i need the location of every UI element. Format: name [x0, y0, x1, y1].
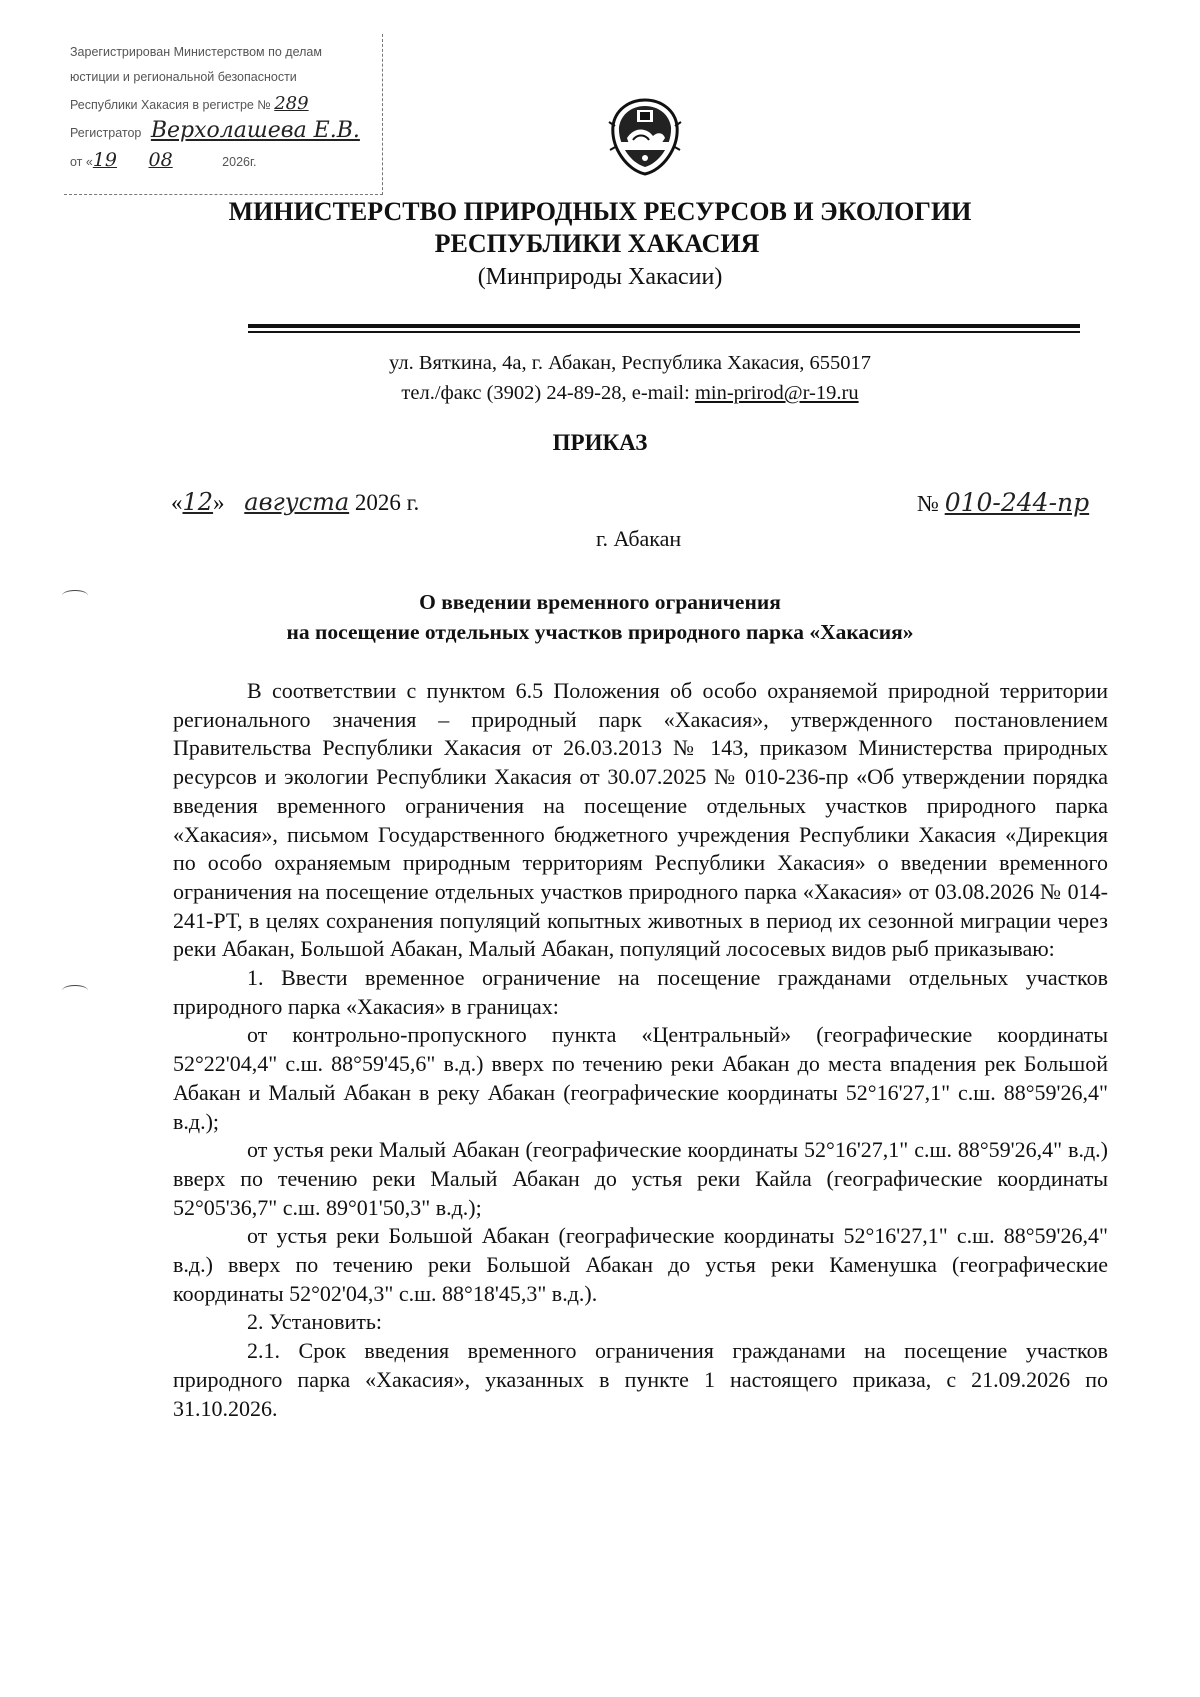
- order-year: 2026 г.: [354, 490, 420, 515]
- boundary-segment-2: от устья реки Малый Абакан (географические координаты 52°16'27,1" с.ш. 88°59'26,4" в.д.) вверх по течению реки Малый Абакан до устья реки Кайла (географические координаты 52°05'36,7" с.ш. 89°01'50,3" в.д.);: [173, 1137, 1108, 1220]
- ministry-contacts: [0, 378, 1200, 408]
- phone-fax: тел./факс (3902) 24-89-28, e-mail:: [401, 382, 695, 404]
- stamp-year-suffix: г.: [249, 155, 257, 169]
- stamp-line-1: Зарегистрирован Министерством по делам: [70, 45, 322, 59]
- ministry-name-line-2: РЕСПУБЛИКИ ХАКАСИЯ: [434, 229, 760, 258]
- ministry-short-name: (Минприроды Хакасии): [477, 264, 723, 290]
- margin-mark: [62, 985, 88, 996]
- order-number-value: 010-244-пр: [944, 488, 1090, 517]
- preamble-paragraph: В соответствии с пунктом 6.5 Положения об особо охраняемой природной территории регионального значения – природный парк «Хакасия», утвержденного постановлением Правительства Республики Хакасия от 26.03.2013 № 143, приказом Министерства природных ресурсов и экологии Республики Хакасия от 30.07.2025 № 010-236-пр «Об утверждении порядка введения временного ограничения на посещение отдельных участков природного парка «Хакасия», письмом Государственного бюджетного учреждения Республики Хакасия «Дирекция по особо охраняемым природным территориям Республики Хакасия» о введении временного ограничения на посещение отдельных участков природного парка «Хакасия» от 03.08.2026 № 014-241-РТ, в целях сохранения популяций копытных животных в период их сезонной миграции через реки Абакан, Большой Абакан, Малый Абакан, популяций лососевых видов рыб приказываю:: [173, 678, 1108, 962]
- email-link[interactable]: min-prirod@r-19.ru: [694, 382, 859, 404]
- item-2-paragraph: 2. Установить:: [247, 1309, 383, 1335]
- date-quote-close: »: [213, 490, 225, 515]
- stamp-registrar-signature: Верхолашева Е.В.: [150, 118, 360, 143]
- stamp-line-3: [70, 91, 309, 118]
- header-divider-thin: [248, 331, 1080, 333]
- coat-of-arms-emblem: [607, 96, 683, 178]
- order-subject-line-1: О введении временного ограничения: [419, 590, 781, 614]
- header-divider-thick: [248, 324, 1080, 328]
- order-number: [917, 488, 1089, 517]
- order-body: [173, 677, 1108, 1423]
- ministry-address: ул. Вяткина, 4а, г. Абакан, Республика Хакасия, 655017: [388, 352, 872, 374]
- boundary-segment-3: от устья реки Большой Абакан (географические координаты 52°16'27,1" с.ш. 88°59'26,4" в.д.) вверх по течению реки Большой Абакан до устья реки Каменушка (географические координаты 52°02'04,3" с.ш. 88°18'45,3" в.д.).: [173, 1223, 1108, 1306]
- ministry-name-line-1: МИНИСТЕРСТВО ПРИРОДНЫХ РЕСУРСОВ И ЭКОЛОГИИ: [228, 197, 972, 226]
- order-date: [171, 488, 419, 516]
- stamp-day: 19: [92, 149, 118, 171]
- stamp-year: 2026: [222, 155, 250, 169]
- stamp-registrar-prefix: Регистратор: [70, 126, 142, 140]
- boundary-segment-1: от контрольно-пропускного пункта «Центральный» (географические координаты 52°22'04,4" с.ш. 88°59'45,6" в.д.) вверх по течению реки Абакан до места впадения рек Большой Абакан и Малый Абакан в реку Абакан (географические координаты 52°16'27,1" с.ш. 88°59'26,4" в.д.);: [173, 1022, 1108, 1134]
- stamp-register-number: 289: [274, 93, 309, 114]
- registration-stamp: [64, 34, 383, 195]
- order-title: ПРИКАЗ: [552, 430, 648, 455]
- stamp-month: 08: [148, 149, 173, 171]
- order-day: 12: [182, 488, 214, 516]
- order-number-label: №: [917, 491, 939, 516]
- order-city: г. Абакан: [596, 526, 682, 551]
- item-2-1-paragraph: 2.1. Срок введения временного ограничения гражданами на посещение участков природного парка «Хакасия», указанных в пункте 1 настоящего приказа, с 21.09.2026 по 31.10.2026.: [173, 1338, 1108, 1421]
- stamp-date: [70, 148, 257, 175]
- stamp-register-prefix: Республики Хакасия в регистре №: [70, 98, 271, 112]
- stamp-line-4: [70, 118, 360, 146]
- date-quote-open: «: [171, 490, 183, 515]
- order-subject-line-2: на посещение отдельных участков природного парка «Хакасия»: [286, 620, 914, 644]
- stamp-line-2: юстиции и региональной безопасности: [70, 70, 297, 84]
- item-1-paragraph: 1. Ввести временное ограничение на посещение гражданами отдельных участков природного парка «Хакасия» в границах:: [173, 965, 1108, 1019]
- stamp-date-prefix: от «: [70, 155, 93, 169]
- order-month: августа: [244, 488, 350, 516]
